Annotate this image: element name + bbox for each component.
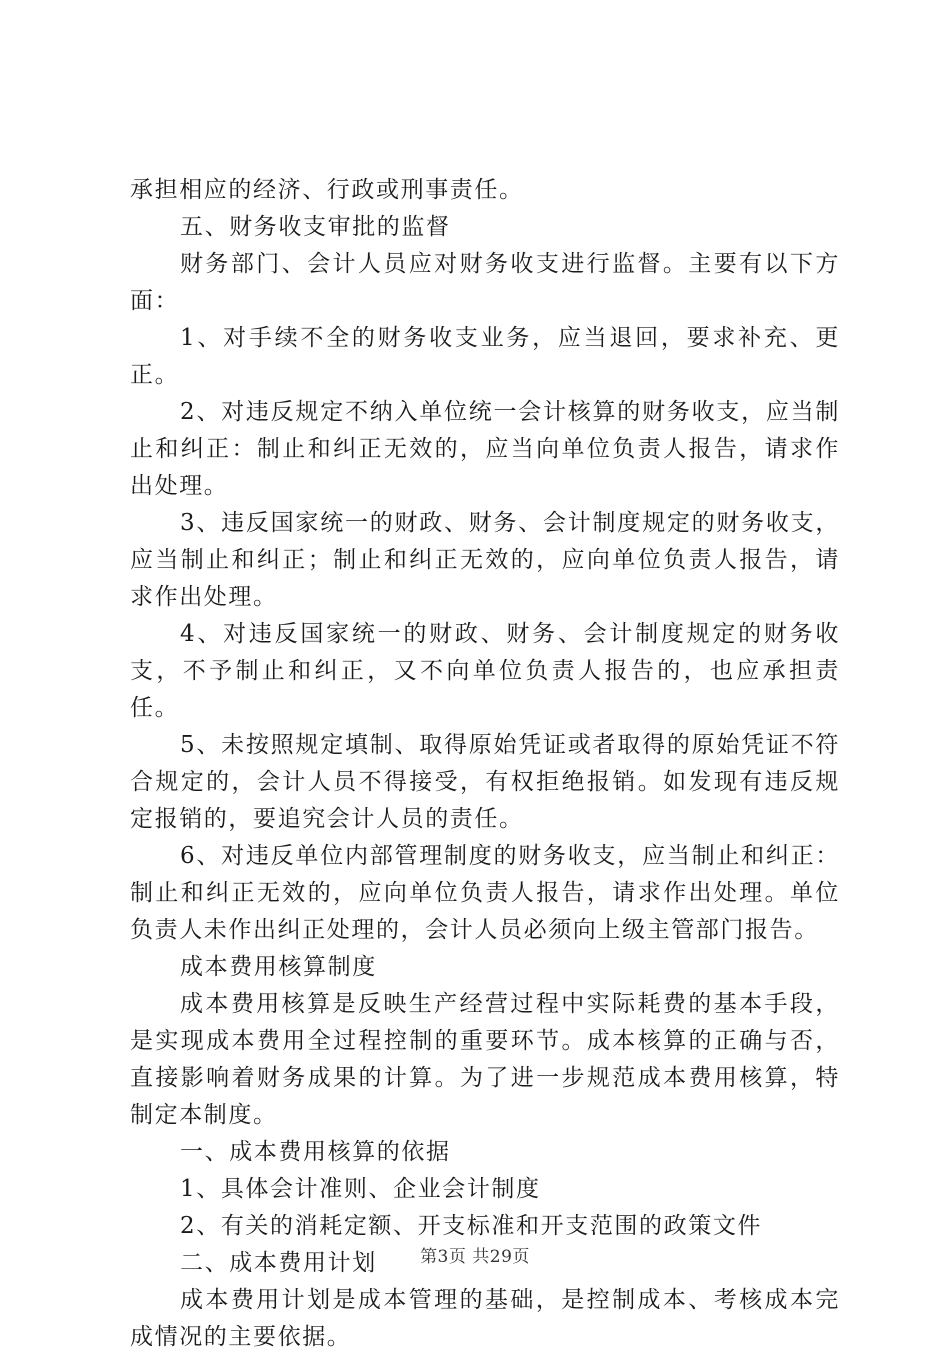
- paragraph: 成本费用计划是成本管理的基础，是控制成本、考核成本完成情况的主要依据。: [130, 1287, 840, 1350]
- section-title: 成本费用核算制度: [180, 954, 377, 980]
- list-item: 1、具体会计准则、企业会计制度: [180, 1176, 541, 1202]
- paragraph: 承担相应的经济、行政或刑事责任。: [130, 177, 524, 203]
- section-heading: 一、成本费用核算的依据: [180, 1139, 451, 1165]
- list-item: 4、对违反国家统一的财政、财务、会计制度规定的财务收支，不予制止和纠正，又不向单位负责人报告的，也应承担责任。: [130, 621, 840, 721]
- list-item: 2、对违反规定不纳入单位统一会计核算的财务收支，应当制止和纠正：制止和纠正无效的，应当向单位负责人报告，请求作出处理。: [130, 399, 840, 499]
- section-heading: 二、成本费用计划: [180, 1250, 377, 1276]
- list-item: 5、未按照规定填制、取得原始凭证或者取得的原始凭证不符合规定的，会计人员不得接受，有权拒绝报销。如发现有违反规定报销的，要追究会计人员的责任。: [130, 732, 840, 832]
- paragraph: 成本费用核算是反映生产经营过程中实际耗费的基本手段，是实现成本费用全过程控制的重要环节。成本核算的正确与否，直接影响着财务成果的计算。为了进一步规范成本费用核算，特制定本制度。: [130, 991, 840, 1128]
- list-item: 1、对手续不全的财务收支业务，应当退回，要求补充、更正。: [130, 325, 840, 388]
- list-item: 3、违反国家统一的财政、财务、会计制度规定的财务收支，应当制止和纠正；制止和纠正无效的，应向单位负责人报告，请求作出处理。: [130, 510, 840, 610]
- list-item: 6、对违反单位内部管理制度的财务收支，应当制止和纠正：制止和纠正无效的，应向单位负责人报告，请求作出处理。单位负责人未作出纠正处理的，会计人员必须向上级主管部门报告。: [130, 843, 840, 943]
- paragraph: 财务部门、会计人员应对财务收支进行监督。主要有以下方面：: [130, 251, 840, 314]
- page-number-footer: 第3页 共29页: [420, 1247, 530, 1267]
- document-body: [130, 172, 840, 1356]
- list-item: 2、有关的消耗定额、开支标准和开支范围的政策文件: [180, 1213, 763, 1239]
- section-heading: 五、财务收支审批的监督: [180, 214, 451, 240]
